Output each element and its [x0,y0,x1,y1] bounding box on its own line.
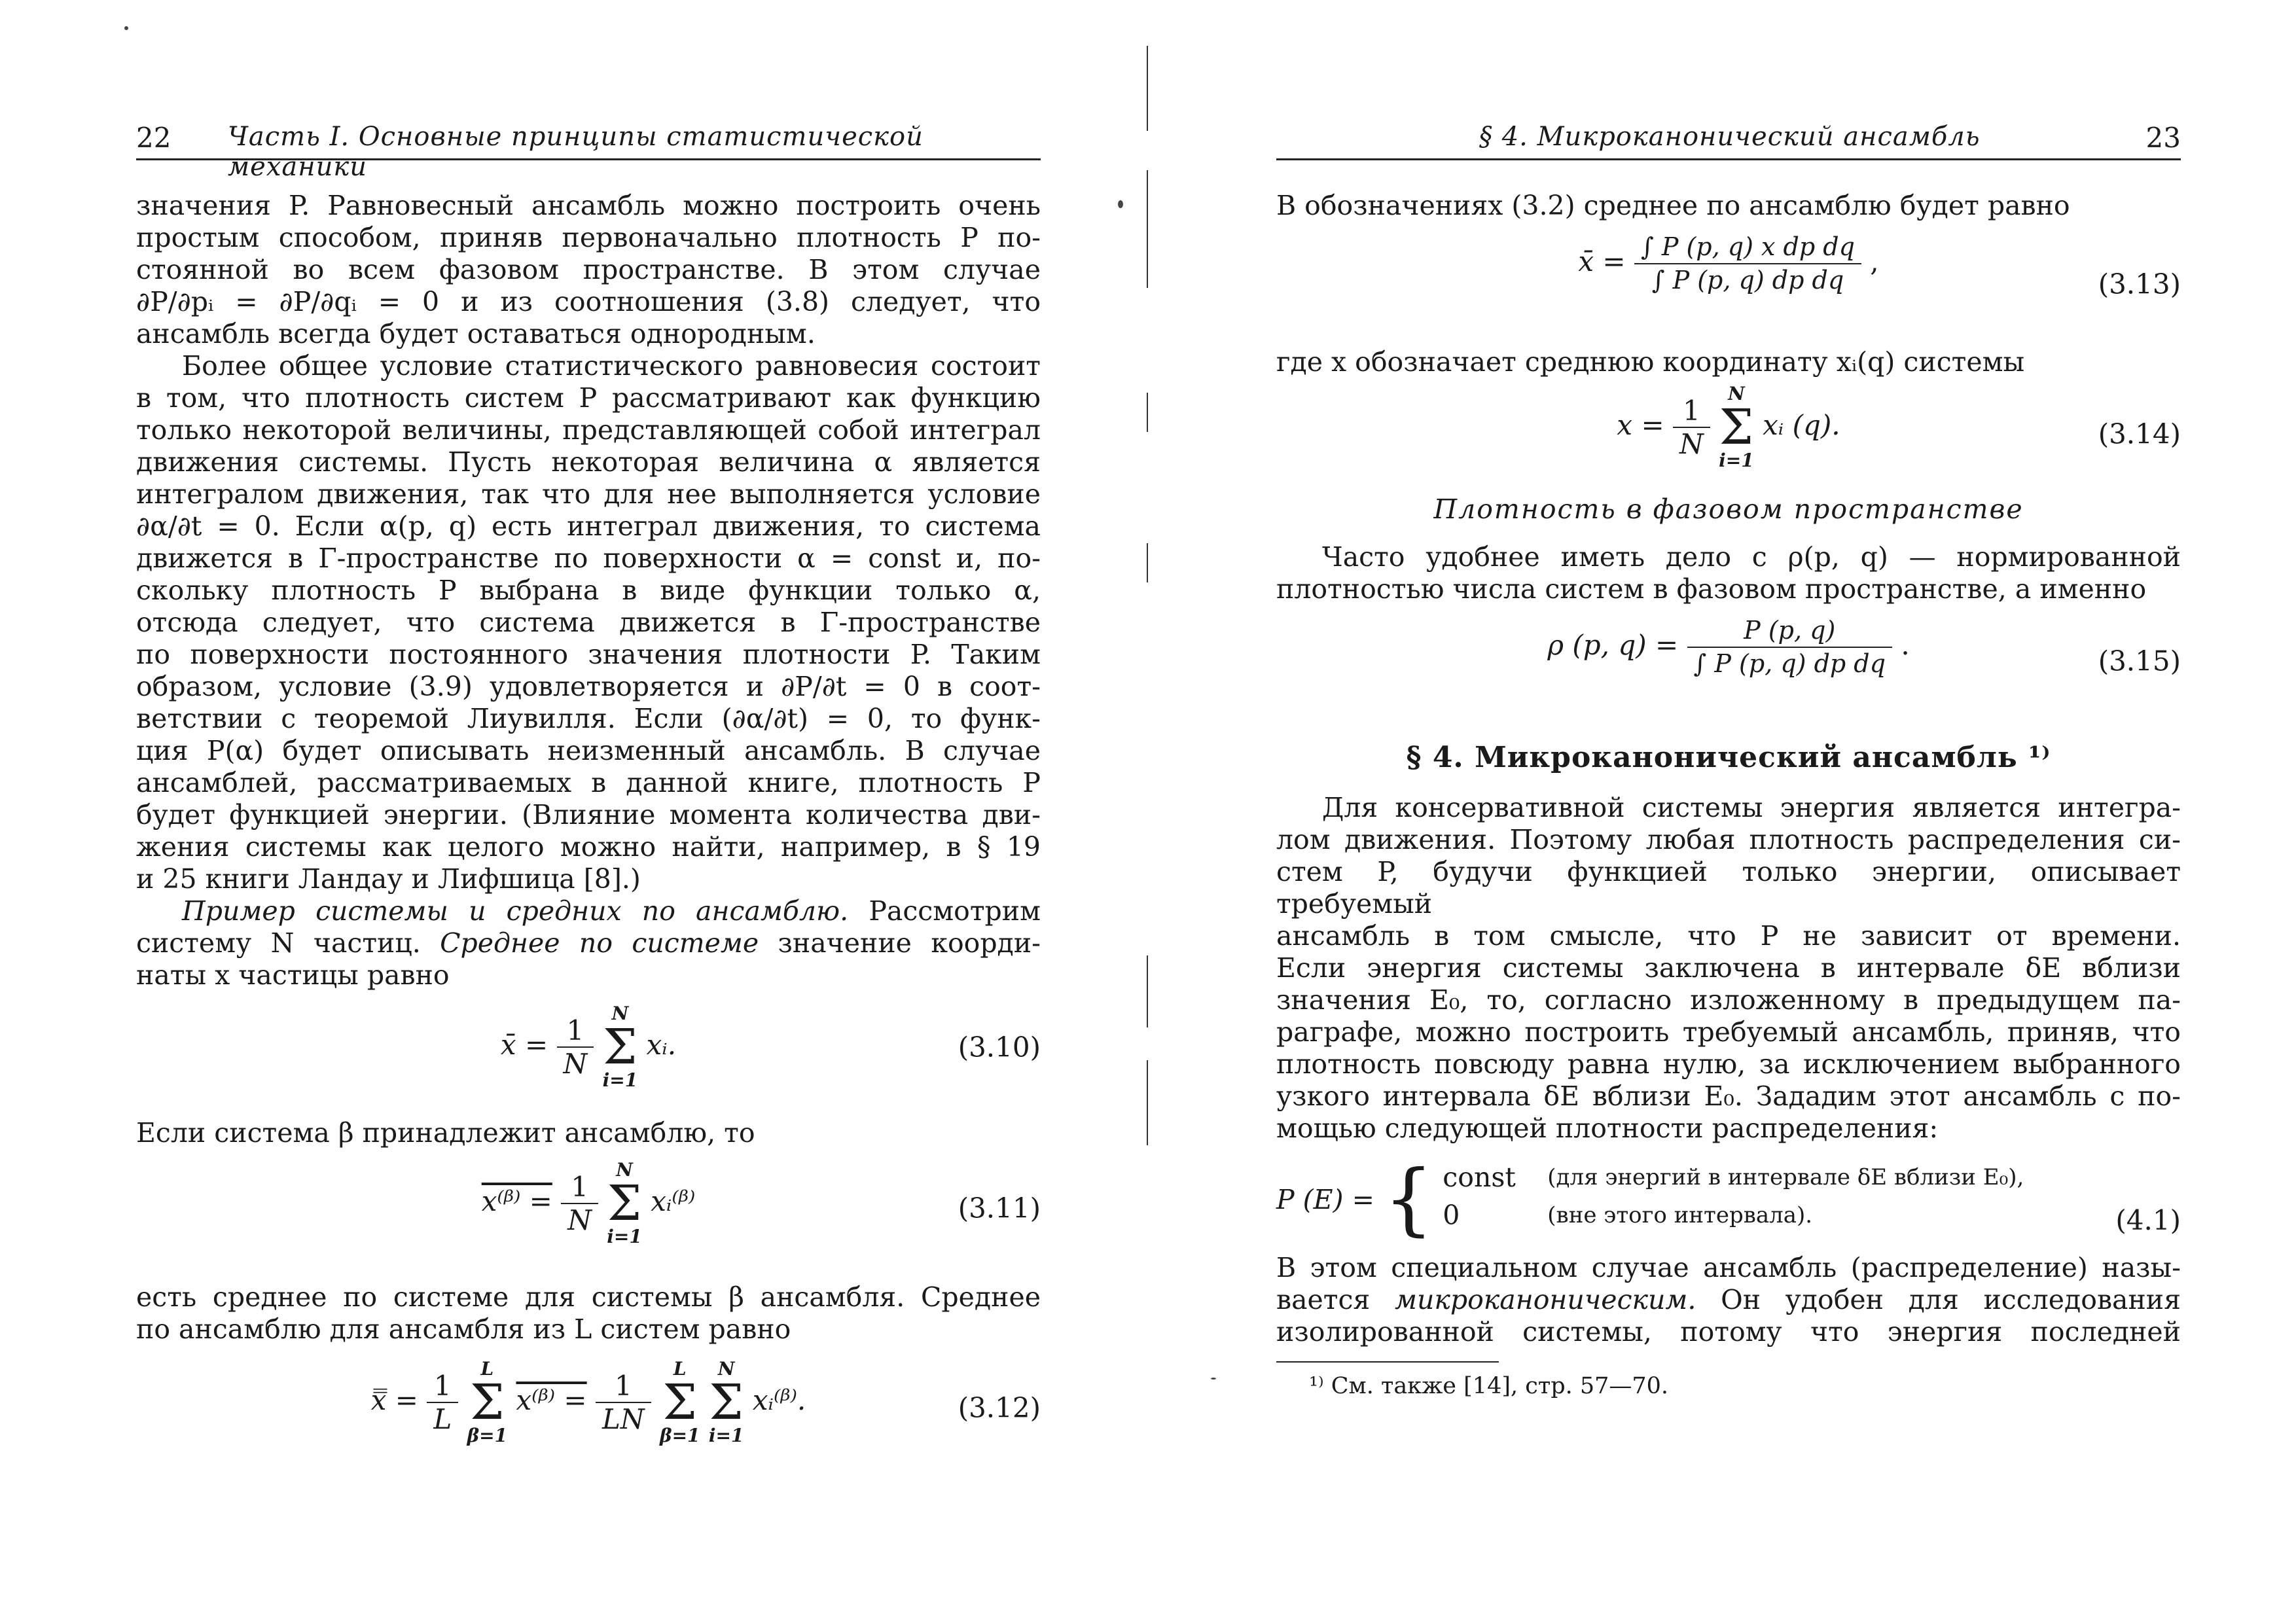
paragraph-equilibrium-condition [136,350,1041,895]
paragraph-equilibrium-ensemble [136,190,1041,350]
equation-3-14: x = $\frac{1}{N}$ N Σ i=1 xᵢ (q). (3.14) [1617,383,2181,471]
text-line: стоянной во всем фазовом пространстве. В этом случае [136,254,1041,285]
text-line: мощью следующей плотности распределения: [1276,1113,1939,1144]
right-column-text [1276,190,2181,1400]
text-line: Пример системы и средних по ансамблю. Рассмотрим [182,895,1041,927]
equation-number: (3.12) [958,1391,1041,1424]
text-line: ансамбль в том смысле, что P не зависит от времени. [1276,920,2181,952]
equation-3-13: x̄ = $\frac{\text{∫ P (p, q) x dp dq}}{\text{∫ P (p, q) dp dq}}$ , (3.13) [1578,232,2181,300]
equation-3-10: x̄ = $\frac{1}{N}$ N Σ i=1 xᵢ. (3.10) [500,1003,1041,1091]
scan-speck [1118,200,1123,208]
page-number-right: 23 [2145,122,2181,154]
right-page [1148,0,2296,1623]
italic-lead: Пример системы и средних по ансамблю. [182,895,849,927]
text-line: систему N частиц. Среднее по системе значение коорди- [136,927,1041,959]
text-line: Если система β принадлежит ансамблю, то [136,1117,755,1149]
running-header-left [136,116,1041,182]
text-line: есть среднее по системе для системы β ансамбля. Среднее [136,1281,1041,1313]
text-line: Часто удобнее иметь дело с ρ(p, q) — нормированной [1322,541,2181,573]
text-line: плотность повсюду равна нулю, за исключением выбранного [1276,1048,2181,1080]
equation-number: (3.11) [958,1192,1041,1224]
text-line: узкого интервала δE вблизи E₀. Зададим этот ансамбль с по- [1276,1080,2181,1112]
text-line: скольку плотность P выбрана в виде функции только α, [136,575,1041,606]
section-heading: § 4. Микроканонический ансамбль ¹⁾ [1406,741,2051,774]
running-title-left: Часть I. Основные принципы статистической механики [228,122,924,182]
text-line: ансамблей, рассматриваемых в данной книге, плотность P [136,767,1041,798]
equation-4-1: P (E) = { const (для энергий в интервале δE вблизи E₀), 0 (вне этого интервала). (4.1) [1276,1154,2181,1245]
text-line: в том, что плотность систем P рассматривают как функцию [136,382,1041,414]
text-line: ∂α/∂t = 0. Если α(p, q) есть интеграл движения, то система [136,510,1041,542]
text-line: и 25 книги Ландау и Лифшица [8].) [136,863,641,895]
equation-number: (3.14) [2098,418,2181,450]
piecewise-cases: const (для энергий в интервале δE вблизи E₀), 0 (вне этого интервала). [1443,1162,2024,1231]
text-line: В этом специальном случае ансамбль (распределение) назы- [1276,1252,2181,1283]
scan-speck [124,26,128,30]
italic-term: микроканоническим. [1394,1284,1696,1315]
paragraph-normalized-density [1276,541,2181,605]
paragraph-microcanonical [1276,792,2181,1145]
paragraph-ensemble-average [136,1281,1041,1346]
text-line: где x обозначает среднюю координату xᵢ(q) системы [1276,346,2025,378]
text-line: Более общее условие статистического равновесия состоит [182,350,1041,382]
running-title-right: § 4. Микроканонический ансамбль [1479,122,1981,152]
text-line: движется в Γ-пространстве по поверхности α = const и, по- [136,543,1041,574]
text-line: движения системы. Пусть некоторая величина α является [136,446,1041,478]
text-line: раграфе, можно построить требуемый ансамбль, приняв, что [1276,1016,2181,1048]
text-line: простым способом, приняв первоначально плотность P по- [136,222,1041,253]
left-column-text [136,190,1041,1470]
equation-3-15: ρ (p, q) = $\frac{P (p, q)}{\text{∫ P (p, q) dp dq}}$ . (3.15) [1547,616,2181,678]
text-line: Если энергия системы заключена в интервале δE вблизи [1276,952,2181,984]
text-line: жения системы как целого можно найти, например, в § 19 [136,831,1041,863]
equation-number: (3.15) [2098,645,2181,677]
equation-number: (4.1) [2115,1204,2181,1236]
subsection-heading: Плотность в фазовом пространстве [1433,493,2024,525]
text-line: ветствии с теоремой Лиувилля. Если (∂α/∂t) = 0, то функ- [136,703,1041,734]
text-line: ∂P/∂pᵢ = ∂P/∂qᵢ = 0 и из соотношения (3.8) следует, что [136,286,1041,317]
text-line: значения E₀, то, согласно изложенному в предыдущем па- [1276,984,2181,1016]
footnote: ¹⁾ См. также [14], стр. 57—70. [1309,1373,1669,1399]
equation-3-11: x⁽ᵝ⁾ = $\frac{1}{N}$ N Σ i=1 xᵢ⁽ᵝ⁾ (3.11) [481,1159,1041,1247]
running-header-right [1276,116,2181,160]
paragraph-example-averages [136,895,1041,991]
text-line: только некоторой величины, представляющей собой интеграл [136,414,1041,446]
text-line: лом движения. Поэтому любая плотность распределения си- [1276,824,2181,855]
text-line: значения P. Равновесный ансамбль можно построить очень [136,190,1041,221]
page-number-left: 22 [136,122,171,154]
text-line: интегралом движения, так что для нее выполняется условие [136,478,1041,510]
equation-number: (3.13) [2098,268,2181,300]
text-line: образом, условие (3.9) удовлетворяется и ∂P/∂t = 0 в соот- [136,671,1041,702]
text-line: ция P(α) будет описывать неизменный ансамбль. В случае [136,735,1041,766]
equation-3-12: x̿ = $\frac{1}{L}$ L Σ β=1 x⁽ᵝ⁾ = $\frac{1}{LN}$ L Σ β=1 N Σ i=1 xᵢ⁽ᵝ⁾. (3.12) [370,1358,1041,1446]
text-line: наты x частицы равно [136,959,450,991]
paragraph-microcanonical-definition [1276,1252,2181,1348]
text-line: по поверхности постоянного значения плотности P. Таким [136,639,1041,670]
text-line: Для консервативной системы энергия является интегра- [1322,792,2181,823]
text-line: по ансамблю для ансамбля из L систем равно [136,1313,791,1345]
left-brace: { [1383,1154,1434,1245]
equation-number: (3.10) [958,1031,1041,1063]
text-line: отсюда следует, что система движется в Γ-пространстве [136,607,1041,638]
text-line: вается микроканоническим. Он удобен для исследования [1276,1284,2181,1315]
text-line: стем P, будучи функцией только энергии, описывает требуемый [1276,856,2181,919]
footnote-rule [1276,1361,1499,1363]
text-line: плотностью числа систем в фазовом пространстве, а именно [1276,573,2147,605]
text-line: будет функцией энергии. (Влияние момента количества дви- [136,799,1041,830]
text-line: ансамбль всегда будет оставаться однородным. [136,318,816,349]
text-line: изолированной системы, потому что энергия последней [1276,1316,2181,1347]
text-line: В обозначениях (3.2) среднее по ансамблю будет равно [1276,190,2070,221]
italic-term: Среднее по системе [440,927,759,959]
